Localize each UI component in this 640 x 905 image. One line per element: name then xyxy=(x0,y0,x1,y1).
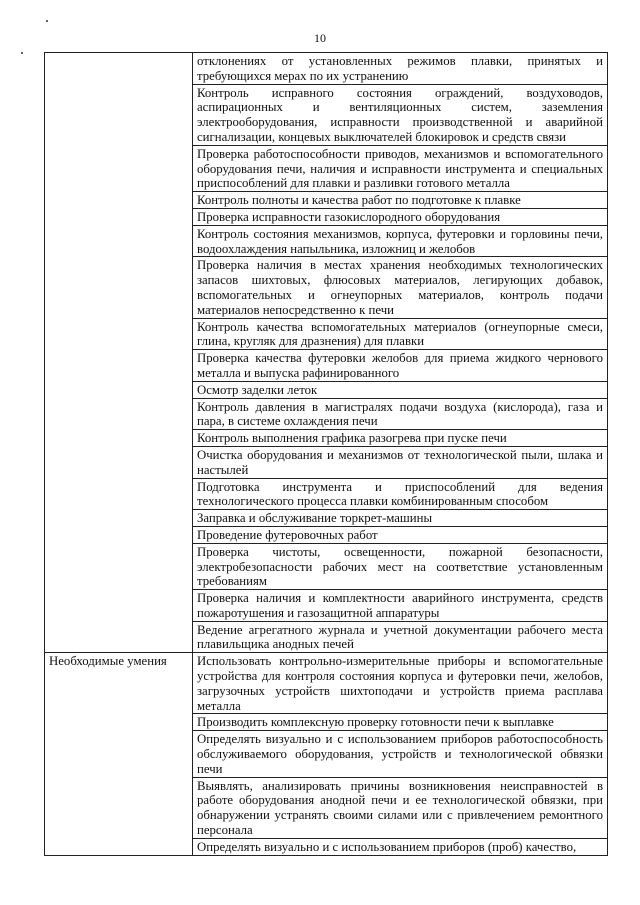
table-cell: Определять визуально и с использованием приборов (проб) качество, xyxy=(193,838,608,855)
qualification-table xyxy=(44,52,608,856)
table-cell: Проверка наличия и комплектности аварийного инструмента, средств пожаротушения и газозащитной аппаратуры xyxy=(193,590,608,622)
table-row xyxy=(45,53,608,85)
table-cell: Проведение футеровочных работ xyxy=(193,526,608,543)
table-cell: Контроль выполнения графика разогрева при пуске печи xyxy=(193,430,608,447)
row-label-skills: Необходимые умения xyxy=(45,653,193,855)
table-cell: Определять визуально и с использованием приборов работоспособность обслуживаемого оборудования, устройств и технологической обвязки печи xyxy=(193,731,608,777)
table-cell: Контроль исправного состояния ограждений, воздуховодов, аспирационных и вентиляционных систем, заземления электрооборудования, исправности производственной и аварийной сигнализации, концевых выключателей блокировок и средств связи xyxy=(193,84,608,145)
table-cell: Контроль полноты и качества работ по подготовке к плавке xyxy=(193,192,608,209)
table-cell: Осмотр заделки леток xyxy=(193,381,608,398)
row-label-empty xyxy=(45,53,193,653)
table-cell: Использовать контрольно-измерительные приборы и вспомогательные устройства для контроля состояния корпуса и футеровки печи, желобов, загрузочных устройств шихтоподачи и устройств приема расплава металла xyxy=(193,653,608,714)
table-cell: Контроль состояния механизмов, корпуса, футеровки и горловины печи, водоохлаждения напыльника, изложниц и желобов xyxy=(193,225,608,257)
page-number: 10 xyxy=(314,31,326,45)
table-cell: Производить комплексную проверку готовности печи к выплавке xyxy=(193,714,608,731)
table-cell: Проверка исправности газокислородного оборудования xyxy=(193,208,608,225)
table-row xyxy=(45,653,608,714)
scan-speck xyxy=(21,52,23,54)
table-cell: Выявлять, анализировать причины возникновения неисправностей в работе оборудования анодной печи и ее технологической обвязки, при обнаружении устранять своими силами или с привлечением ремонтного персонала xyxy=(193,777,608,838)
table-cell: Очистка оборудования и механизмов от технологической пыли, шлака и настылей xyxy=(193,446,608,478)
table-cell: Подготовка инструмента и приспособлений для ведения технологического процесса плавки комбинированным способом xyxy=(193,478,608,510)
table-cell: Заправка и обслуживание торкрет-машины xyxy=(193,510,608,527)
table-cell: Проверка чистоты, освещенности, пожарной безопасности, электробезопасности рабочих мест на соответствие установленным требованиям xyxy=(193,543,608,589)
scan-speck xyxy=(46,20,48,22)
table-cell: Контроль качества вспомогательных материалов (огнеупорные смеси, глина, кругляк для дразнения) для плавки xyxy=(193,318,608,350)
table-cell: Ведение агрегатного журнала и учетной документации рабочего места плавильщика анодных печей xyxy=(193,621,608,653)
table-cell: Проверка качества футеровки желобов для приема жидкого чернового металла и выпуска рафинированного xyxy=(193,350,608,382)
table-cell: отклонениях от установленных режимов плавки, принятых и требующихся мерах по их устранению xyxy=(193,53,608,85)
table-cell: Проверка наличия в местах хранения необходимых технологических запасов шихтовых, флюсовых материалов, легирующих добавок, вспомогательных и огнеупорных материалов, контроль подачи материалов непосредственно к печи xyxy=(193,257,608,318)
table-cell: Контроль давления в магистралях подачи воздуха (кислорода), газа и пара, в системе охлаждения печи xyxy=(193,398,608,430)
table-cell: Проверка работоспособности приводов, механизмов и вспомогательного оборудования печи, наличия и исправности инструмента и специальных приспособлений для плавки и разливки готового металла xyxy=(193,145,608,191)
